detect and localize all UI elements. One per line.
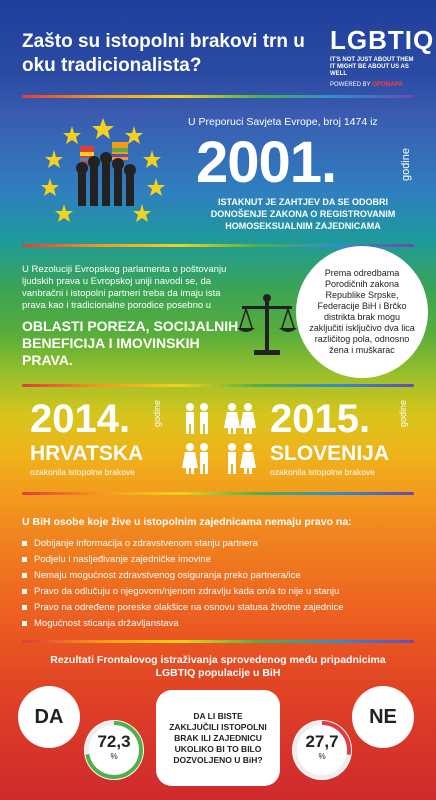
yes-bubble bbox=[18, 686, 80, 748]
family-law-bubble bbox=[296, 246, 428, 378]
rainbow-divider bbox=[22, 640, 414, 643]
section1-intro: U Preporuci Savjeta Evrope, broj 1474 iz bbox=[188, 116, 378, 128]
partner-name: OPOMAPA bbox=[372, 82, 403, 88]
year-2001: 2001. bbox=[196, 130, 337, 195]
rights-list-item: Nemaju mogućnost zdravstvenog osiguranja preko partnera/ice bbox=[22, 568, 422, 584]
raised-fists-with-flags-icon bbox=[76, 142, 136, 206]
no-percent: % bbox=[318, 752, 326, 761]
year-word-2014: godine bbox=[152, 400, 162, 428]
no-bubble bbox=[352, 686, 414, 748]
rights-list-item: Pravo da odlučuju o njegovom/njenom zdravlju kada on/a to nije u stanju bbox=[22, 584, 422, 600]
rainbow-divider bbox=[22, 95, 414, 98]
yes-label: DA bbox=[34, 705, 64, 728]
rights-list bbox=[22, 536, 422, 632]
country-hrvatska: HRVATSKA bbox=[30, 442, 144, 465]
year-2015: 2015. bbox=[270, 397, 371, 441]
hrvatska-sub: ozakonila istopolne brakove bbox=[30, 467, 135, 477]
scales-of-justice-icon bbox=[232, 290, 302, 360]
no-label: NE bbox=[369, 705, 397, 728]
rights-list-item: Podjelu i nasljeđivanje zajedničke imovine bbox=[22, 552, 422, 568]
rainbow-divider bbox=[22, 384, 414, 387]
page-title: Zašto su istopolni brakovi trn u oku tradicionalista? bbox=[22, 31, 305, 76]
survey-heading: Rezultati Frontalovog istraživanja sprovedenog među pripadnicima LGBTIQ populacije u BiH bbox=[50, 654, 386, 679]
yes-value: 72,3 bbox=[97, 732, 131, 751]
eu-stars-icon bbox=[28, 112, 178, 232]
yes-donut bbox=[82, 718, 146, 782]
year-word-2015: godine bbox=[398, 400, 408, 428]
family-law-text: Prema odredbama Porodičnih zakona Republike Srpske, Federacije BiH i Brčko distrikta brak mogu zaključiti isključivo dva lica različitog pola, odnosno žena i muškarac bbox=[309, 268, 415, 355]
logo bbox=[330, 25, 435, 88]
survey-question-box bbox=[156, 690, 280, 786]
couples-icon bbox=[182, 402, 260, 480]
logo-tagline-2: IT MIGHT BE ABOUT US AS WELL bbox=[330, 64, 409, 77]
section1-statement: ISTAKNUT JE ZAHTJEV DA SE ODOBRI DONOŠENJE ZAKONA O REGISTROVANIM HOMOSEKSUALNIM ZAJEDNICAMA bbox=[210, 197, 396, 231]
section2-text: U Rezoluciji Evropskog parlamenta o poštovanju ljudskih prava u Evropskoj uniji navodi se, da vanbračni i istopolni partneri treba da imaju ista prava kao i tradicionalne porodice posebno u bbox=[22, 264, 227, 311]
rainbow-divider bbox=[22, 492, 414, 495]
rights-list-item: Pravo na određene poreske olakšice na osnovu statusa životne zajednice bbox=[22, 600, 422, 616]
no-donut bbox=[290, 718, 354, 782]
logo-tagline-1: IT'S NOT JUST ABOUT THEM bbox=[330, 57, 414, 63]
slovenija-sub: ozakonila istopolne brakove bbox=[270, 467, 375, 477]
rights-list-item: Dobijanje informacija o zdravstvenom stanju partnera bbox=[22, 536, 422, 552]
section2-highlight: OBLASTI POREZA, SOCIJALNIH BENEFICIJA I IMOVINSKIH PRAVA. bbox=[22, 318, 239, 368]
year-2014: 2014. bbox=[30, 397, 131, 441]
year-word-2001: godine bbox=[400, 148, 412, 182]
powered-by-label: POWERED BY bbox=[330, 82, 371, 88]
rights-heading: U BiH osobe koje žive u istopolnim zajednicama nemaju pravo na: bbox=[22, 516, 352, 528]
yes-percent: % bbox=[110, 752, 118, 761]
powered-by bbox=[330, 82, 426, 88]
no-value: 27,7 bbox=[305, 732, 339, 751]
rights-list-item: Mogućnost sticanja državljanstava bbox=[22, 616, 422, 632]
country-slovenija: SLOVENIJA bbox=[270, 442, 390, 465]
survey-question: DA LI BISTE ZAKLJUČILI ISTOPOLNI BRAK ILI ZAJEDNICU UKOLIKO BI TO BILO DOZVOLJENO U BiH? bbox=[169, 710, 267, 765]
logo-mark: LGBTIQ bbox=[330, 25, 435, 55]
